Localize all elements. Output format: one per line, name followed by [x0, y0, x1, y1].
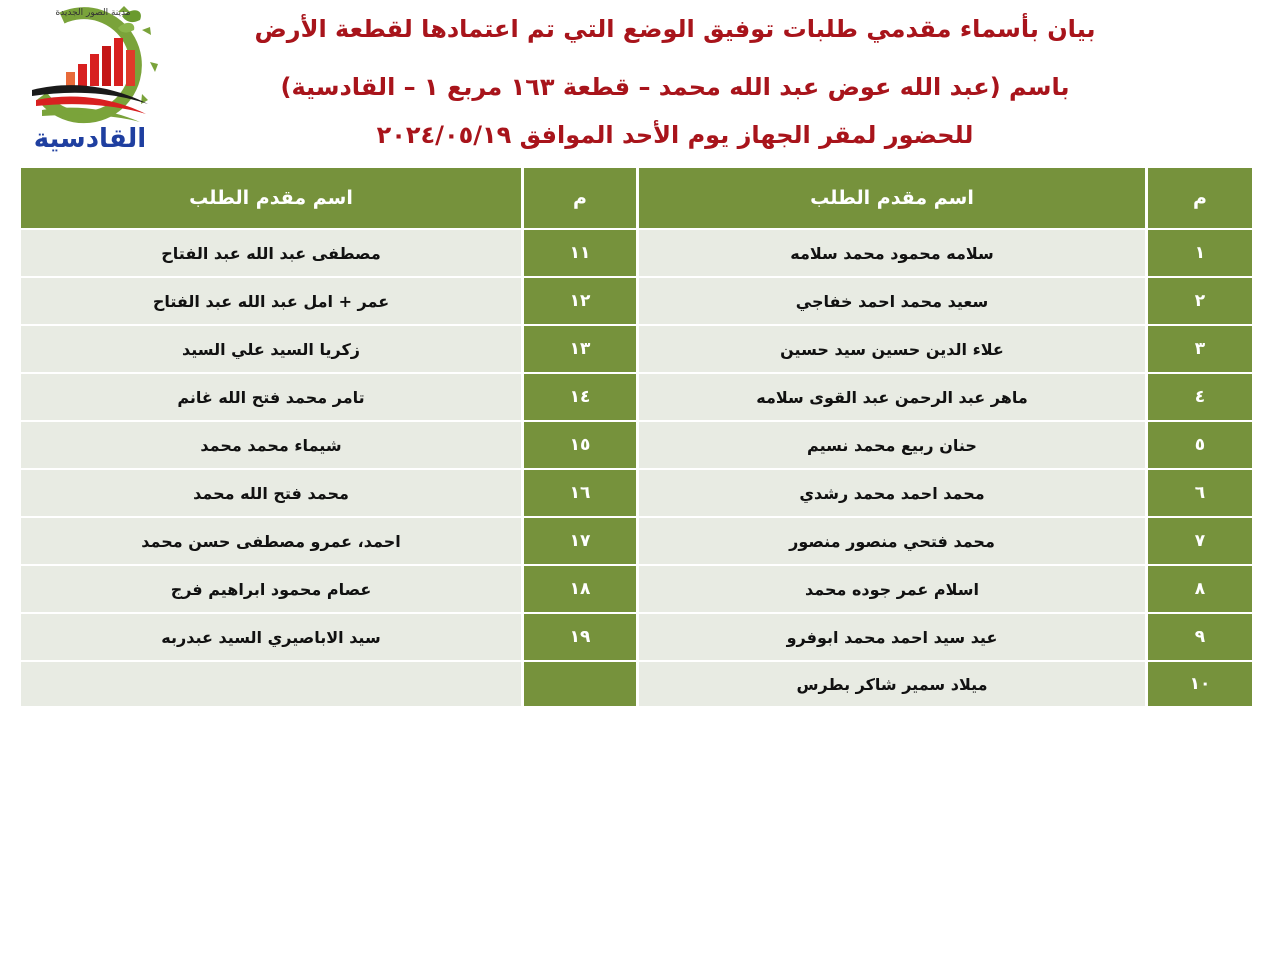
table-row [21, 278, 1252, 324]
row-number-cell: ١٨ [524, 566, 636, 612]
row-number-cell: ٣ [1148, 326, 1252, 372]
attendance-date-line: للحضور لمقر الجهاز يوم الأحد الموافق ٢٠٢٤/٠٥/١٩ [376, 121, 974, 149]
row-number-cell: ١٠ [1148, 662, 1252, 706]
qadisiya-logo [22, 6, 158, 161]
table-row [21, 614, 1252, 660]
applicant-name-cell: حنان ربيع محمد نسيم [639, 422, 1145, 468]
table-row [21, 230, 1252, 276]
row-number-cell [524, 662, 636, 706]
row-number-cell: ٢ [1148, 278, 1252, 324]
logo-wordmark: القادسية [33, 124, 147, 154]
applicant-name-cell: احمد، عمرو مصطفى حسن محمد [21, 518, 521, 564]
applicant-name-cell: سعيد محمد احمد خفاجي [639, 278, 1145, 324]
table-row [21, 326, 1252, 372]
applicant-name-cell: سلامه محمود محمد سلامه [639, 230, 1145, 276]
row-number-cell: ٤ [1148, 374, 1252, 420]
applicants-table [18, 166, 1255, 708]
applicant-name-cell: محمد فتح الله محمد [21, 470, 521, 516]
applicant-name-cell: عمر + امل عبد الله عبد الفتاح [21, 278, 521, 324]
applicant-name-cell: عيد سيد احمد محمد ابوفرو [639, 614, 1145, 660]
row-number-cell: ١٤ [524, 374, 636, 420]
row-number-cell: ٥ [1148, 422, 1252, 468]
table-row [21, 374, 1252, 420]
row-number-cell: ٨ [1148, 566, 1252, 612]
applicant-name-cell: محمد احمد محمد رشدي [639, 470, 1145, 516]
table-row [21, 422, 1252, 468]
row-number-cell: ١٥ [524, 422, 636, 468]
table-row [21, 662, 1252, 706]
applicant-name-cell: زكريا السيد علي السيد [21, 326, 521, 372]
applicant-name-cell: ماهر عبد الرحمن عبد القوى سلامه [639, 374, 1145, 420]
row-number-cell: ١١ [524, 230, 636, 276]
applicant-name-cell: سيد الاباصيري السيد عبدربه [21, 614, 521, 660]
table-row [21, 470, 1252, 516]
header-name-left: اسم مقدم الطلب [21, 168, 521, 228]
table-row [21, 518, 1252, 564]
row-number-cell: ١٦ [524, 470, 636, 516]
applicant-name-cell [21, 662, 521, 706]
row-number-cell: ١٢ [524, 278, 636, 324]
applicants-table-container [21, 168, 1258, 706]
applicant-name-cell: علاء الدين حسين سيد حسين [639, 326, 1145, 372]
document-subtitle: باسم (عبد الله عوض عبد الله محمد – قطعة ١٦٣ مربع ١ – القادسية) [280, 73, 1070, 101]
applicant-name-cell: ميلاد سمير شاكر بطرس [639, 662, 1145, 706]
row-number-cell: ١٧ [524, 518, 636, 564]
row-number-cell: ٦ [1148, 470, 1252, 516]
row-number-cell: ٧ [1148, 518, 1252, 564]
applicant-name-cell: محمد فتحي منصور منصور [639, 518, 1145, 564]
header-name-right: اسم مقدم الطلب [639, 168, 1145, 228]
applicant-name-cell: عصام محمود ابراهيم فرج [21, 566, 521, 612]
row-number-cell: ٩ [1148, 614, 1252, 660]
applicant-name-cell: تامر محمد فتح الله غانم [21, 374, 521, 420]
logo-emblem-icon [22, 6, 158, 131]
row-number-cell: ١ [1148, 230, 1252, 276]
logo-arc-text: مدينة الصور الجديدة [55, 8, 131, 18]
document-title: بيان بأسماء مقدمي طلبات توفيق الوضع التي تم اعتمادها لقطعة الأرض [254, 15, 1096, 43]
row-number-cell: ١٩ [524, 614, 636, 660]
applicant-name-cell: مصطفى عبد الله عبد الفتاح [21, 230, 521, 276]
table-row [21, 566, 1252, 612]
table-header-row [21, 168, 1252, 228]
header-number-right: م [1148, 168, 1252, 228]
applicant-name-cell: شيماء محمد محمد [21, 422, 521, 468]
row-number-cell: ١٣ [524, 326, 636, 372]
header-number-left: م [524, 168, 636, 228]
applicant-name-cell: اسلام عمر جوده محمد [639, 566, 1145, 612]
